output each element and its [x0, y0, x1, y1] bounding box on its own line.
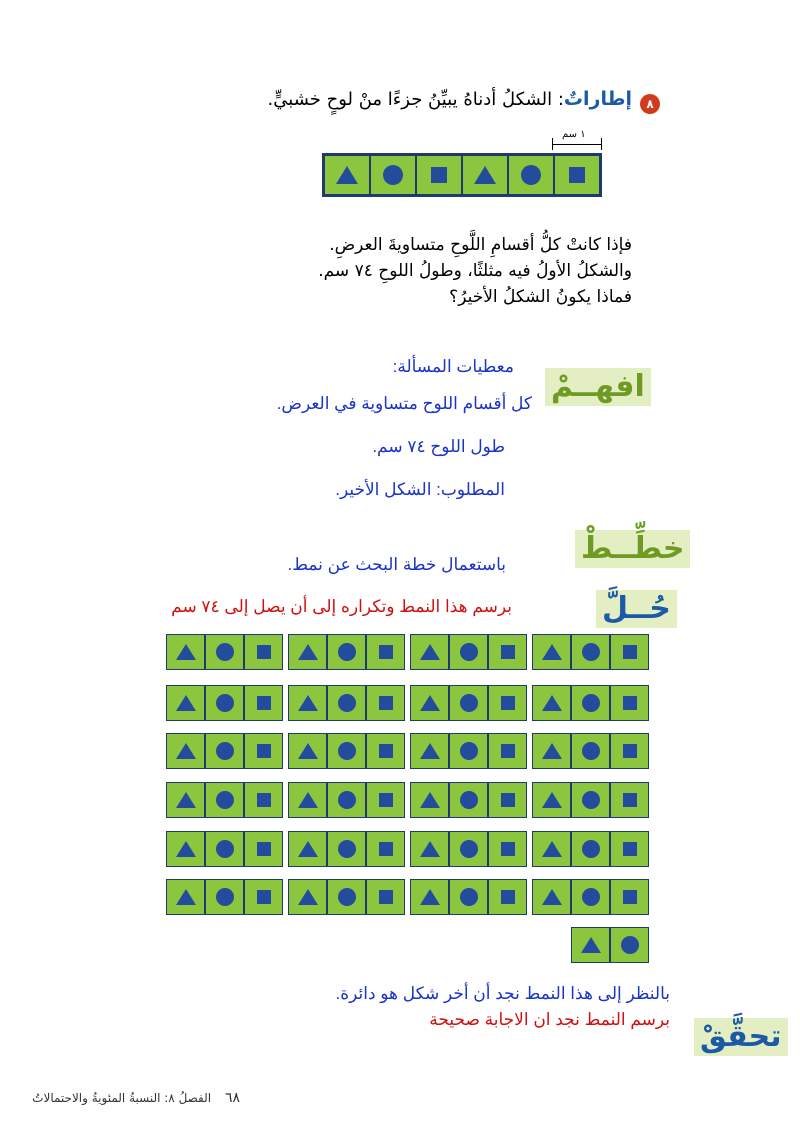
pattern-last-row — [571, 927, 649, 963]
triangle-icon — [298, 889, 318, 905]
pattern-cell — [571, 879, 610, 915]
circle-icon — [216, 888, 234, 906]
circle-icon — [460, 791, 478, 809]
square-icon — [379, 793, 393, 807]
given-line-2: طول اللوح ٧٤ سم. — [372, 437, 505, 456]
question-title: إطاراتٌ — [563, 88, 632, 110]
triangle-icon — [420, 743, 440, 759]
pattern-block — [166, 634, 283, 670]
circle-icon — [582, 791, 600, 809]
square-icon — [623, 793, 637, 807]
plan-heading: خطِّــطْ — [575, 530, 690, 568]
triangle-icon — [542, 695, 562, 711]
triangle-icon — [542, 644, 562, 660]
pattern-cell — [166, 685, 205, 721]
circle-icon — [216, 840, 234, 858]
pattern-cell — [205, 782, 244, 818]
circle-icon — [582, 742, 600, 760]
pattern-cell — [532, 685, 571, 721]
pattern-cell — [532, 879, 571, 915]
pattern-cell — [449, 634, 488, 670]
pattern-block — [410, 733, 527, 769]
circle-icon — [582, 888, 600, 906]
circle-icon — [216, 791, 234, 809]
pattern-cell — [410, 685, 449, 721]
square-icon — [257, 744, 271, 758]
circle-icon — [460, 694, 478, 712]
square-icon — [501, 842, 515, 856]
pattern-cell — [488, 831, 527, 867]
square-icon — [501, 744, 515, 758]
pattern-cell — [166, 879, 205, 915]
pattern-cell — [610, 782, 649, 818]
pattern-cell — [571, 685, 610, 721]
triangle-icon — [420, 841, 440, 857]
pattern-block — [532, 634, 649, 670]
chapter-title: الفصلُ ٨: النسبةُ المئويةُ والاحتمالاتُ — [32, 1091, 212, 1105]
pattern-cell — [610, 634, 649, 670]
sample-board-strip — [322, 153, 602, 197]
pattern-cell — [449, 685, 488, 721]
pattern-cell — [244, 685, 283, 721]
square-icon — [623, 744, 637, 758]
pattern-block — [288, 782, 405, 818]
dimension-label: ١ سم — [562, 129, 586, 140]
triangle-icon — [336, 166, 358, 184]
pattern-cell — [205, 879, 244, 915]
given-line-1: كل أقسام اللوح متساوية في العرض. — [276, 394, 532, 413]
pattern-block — [532, 782, 649, 818]
pattern-row — [166, 831, 649, 867]
pattern-block — [532, 831, 649, 867]
square-icon — [379, 744, 393, 758]
pattern-cell — [532, 634, 571, 670]
pattern-cell — [327, 782, 366, 818]
pattern-cell — [449, 782, 488, 818]
pattern-cell — [244, 782, 283, 818]
question-paragraph — [318, 232, 632, 310]
pattern-cell — [571, 733, 610, 769]
pattern-cell — [449, 879, 488, 915]
triangle-icon — [298, 743, 318, 759]
pattern-block — [288, 831, 405, 867]
pattern-cell — [327, 733, 366, 769]
circle-icon — [521, 165, 541, 185]
pattern-cell — [488, 685, 527, 721]
dimension-marker — [552, 129, 602, 148]
triangle-icon — [298, 841, 318, 857]
square-icon — [257, 696, 271, 710]
triangle-icon — [474, 166, 496, 184]
pattern-cell — [410, 733, 449, 769]
pattern-cell — [449, 733, 488, 769]
pattern-cell — [488, 782, 527, 818]
circle-icon — [621, 936, 639, 954]
pattern-cell — [244, 634, 283, 670]
circle-icon — [338, 742, 356, 760]
pattern-block — [410, 685, 527, 721]
triangle-icon — [420, 792, 440, 808]
page-number: ٦٨ — [224, 1090, 240, 1106]
understand-heading: افهــمْ — [545, 368, 651, 406]
square-icon — [501, 696, 515, 710]
plan-text: باستعمال خطة البحث عن نمط. — [287, 555, 506, 574]
pattern-block — [288, 634, 405, 670]
conclusion-text: بالنظر إلى هذا النمط نجد أن أخر شكل هو دائرة. — [335, 984, 670, 1003]
pattern-cell — [462, 155, 508, 195]
paragraph-line: فماذا يكونُ الشكلُ الأخيرُ؟ — [449, 287, 632, 307]
circle-icon — [460, 840, 478, 858]
pattern-block — [166, 733, 283, 769]
pattern-cell — [327, 831, 366, 867]
circle-icon — [582, 643, 600, 661]
pattern-cell — [366, 685, 405, 721]
pattern-row — [166, 733, 649, 769]
pattern-cell — [610, 831, 649, 867]
pattern-block — [410, 831, 527, 867]
solve-text: برسم هذا النمط وتكراره إلى أن يصل إلى ٧٤ سم — [171, 597, 512, 616]
pattern-cell — [410, 634, 449, 670]
paragraph-line: والشكلُ الأولُ فيه مثلثًا، وطولُ اللوحِ ٧٤ سم. — [318, 261, 632, 281]
square-icon — [431, 167, 447, 183]
circle-icon — [216, 643, 234, 661]
pattern-cell — [410, 782, 449, 818]
required-line: المطلوب: الشكل الأخير. — [335, 480, 505, 499]
pattern-cell — [288, 782, 327, 818]
triangle-icon — [298, 792, 318, 808]
paragraph-line: فإذا كانتْ كلُّ أقسامِ اللَّوحِ متساويةَ العرضِ. — [329, 235, 632, 255]
pattern-cell — [366, 831, 405, 867]
page-footer — [32, 1090, 240, 1106]
pattern-cell — [288, 634, 327, 670]
pattern-cell — [366, 879, 405, 915]
triangle-icon — [298, 695, 318, 711]
square-icon — [623, 890, 637, 904]
triangle-icon — [176, 695, 196, 711]
triangle-icon — [542, 792, 562, 808]
pattern-cell — [288, 879, 327, 915]
circle-icon — [582, 840, 600, 858]
pattern-cell — [610, 879, 649, 915]
triangle-icon — [420, 695, 440, 711]
triangle-icon — [581, 937, 601, 953]
pattern-cell — [571, 782, 610, 818]
pattern-block — [410, 634, 527, 670]
pattern-block — [532, 685, 649, 721]
triangle-icon — [176, 889, 196, 905]
given-label: معطيات المسألة: — [392, 357, 514, 376]
pattern-cell — [288, 685, 327, 721]
pattern-cell — [205, 831, 244, 867]
circle-icon — [338, 643, 356, 661]
square-icon — [257, 890, 271, 904]
solve-heading: حُــلَّ — [596, 590, 677, 628]
triangle-icon — [176, 743, 196, 759]
pattern-block — [166, 782, 283, 818]
pattern-cell — [205, 733, 244, 769]
pattern-cell — [166, 831, 205, 867]
triangle-icon — [542, 889, 562, 905]
pattern-block — [410, 879, 527, 915]
pattern-block — [410, 782, 527, 818]
square-icon — [257, 842, 271, 856]
square-icon — [379, 890, 393, 904]
circle-icon — [338, 791, 356, 809]
pattern-row — [166, 879, 649, 915]
pattern-cell — [366, 634, 405, 670]
square-icon — [623, 696, 637, 710]
pattern-cell — [416, 155, 462, 195]
pattern-block — [288, 879, 405, 915]
pattern-cell — [166, 782, 205, 818]
square-icon — [257, 793, 271, 807]
square-icon — [623, 842, 637, 856]
check-heading: تحقَّقْ — [694, 1018, 788, 1056]
square-icon — [501, 645, 515, 659]
triangle-icon — [542, 841, 562, 857]
circle-icon — [460, 742, 478, 760]
circle-icon — [582, 694, 600, 712]
square-icon — [379, 645, 393, 659]
pattern-cell — [166, 634, 205, 670]
pattern-block — [166, 831, 283, 867]
circle-icon — [460, 888, 478, 906]
pattern-cell — [532, 733, 571, 769]
check-text: برسم النمط نجد ان الاجابة صحيحة — [429, 1010, 670, 1029]
pattern-cell — [410, 879, 449, 915]
pattern-cell — [410, 831, 449, 867]
pattern-cell — [610, 733, 649, 769]
triangle-icon — [176, 792, 196, 808]
pattern-block — [166, 879, 283, 915]
pattern-cell — [327, 879, 366, 915]
pattern-cell — [610, 927, 649, 963]
square-icon — [501, 793, 515, 807]
pattern-cell — [327, 634, 366, 670]
circle-icon — [460, 643, 478, 661]
pattern-cell — [205, 634, 244, 670]
circle-icon — [383, 165, 403, 185]
triangle-icon — [176, 841, 196, 857]
pattern-block — [532, 879, 649, 915]
pattern-block — [288, 733, 405, 769]
pattern-cell — [449, 831, 488, 867]
pattern-cell — [610, 685, 649, 721]
question-number-badge: ٨ — [640, 94, 660, 114]
pattern-cell — [166, 733, 205, 769]
pattern-row — [166, 634, 649, 670]
question-intro: : الشكلُ أدناهُ يبيِّنُ جزءًا منْ لوحٍ خشبيٍّ. — [267, 89, 564, 110]
pattern-cell — [244, 879, 283, 915]
triangle-icon — [420, 644, 440, 660]
question-heading — [268, 88, 632, 110]
pattern-cell — [288, 831, 327, 867]
pattern-cell — [508, 155, 554, 195]
triangle-icon — [176, 644, 196, 660]
circle-icon — [216, 742, 234, 760]
pattern-cell — [488, 634, 527, 670]
triangle-icon — [298, 644, 318, 660]
pattern-block — [166, 685, 283, 721]
pattern-block — [532, 733, 649, 769]
pattern-cell — [324, 155, 370, 195]
circle-icon — [216, 694, 234, 712]
circle-icon — [338, 840, 356, 858]
square-icon — [379, 696, 393, 710]
square-icon — [257, 645, 271, 659]
triangle-icon — [542, 743, 562, 759]
pattern-cell — [571, 927, 610, 963]
pattern-cell — [288, 733, 327, 769]
circle-icon — [338, 694, 356, 712]
pattern-cell — [532, 831, 571, 867]
pattern-cell — [244, 733, 283, 769]
pattern-cell — [532, 782, 571, 818]
pattern-cell — [366, 733, 405, 769]
circle-icon — [338, 888, 356, 906]
pattern-cell — [370, 155, 416, 195]
triangle-icon — [420, 889, 440, 905]
pattern-cell — [244, 831, 283, 867]
square-icon — [501, 890, 515, 904]
pattern-row — [166, 782, 649, 818]
pattern-cell — [571, 831, 610, 867]
pattern-cell — [488, 733, 527, 769]
pattern-cell — [327, 685, 366, 721]
pattern-cell — [554, 155, 600, 195]
pattern-cell — [366, 782, 405, 818]
square-icon — [379, 842, 393, 856]
square-icon — [623, 645, 637, 659]
pattern-cell — [488, 879, 527, 915]
pattern-row — [166, 685, 649, 721]
pattern-cell — [571, 634, 610, 670]
square-icon — [569, 167, 585, 183]
pattern-cell — [205, 685, 244, 721]
pattern-block — [288, 685, 405, 721]
